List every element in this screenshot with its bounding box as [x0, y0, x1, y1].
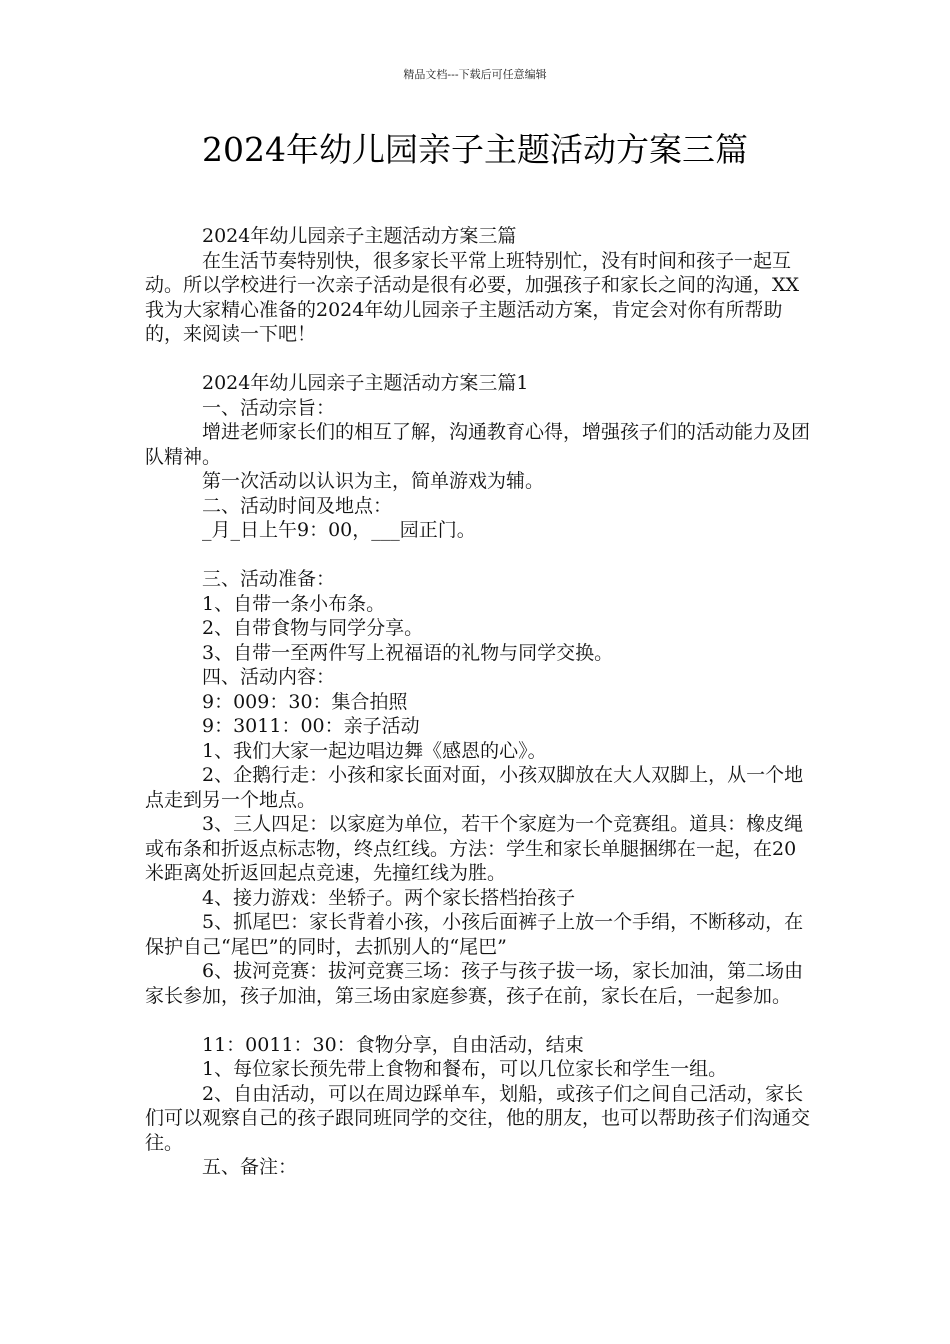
- paragraph: 增进老师家长们的相互了解，沟通教育心得，增强孩子们的活动能力及团队精神。: [145, 421, 811, 468]
- paragraph: 2024年幼儿园亲子主题活动方案三篇1: [202, 372, 529, 394]
- section-heading: 一、活动宗旨：: [202, 396, 336, 419]
- paragraph: _月_日上午9：00，___园正门。: [202, 519, 476, 541]
- list-item: 1、我们大家一起边唱边舞《感恩的心》。: [202, 739, 547, 762]
- document-title: 2024年幼儿园亲子主题活动方案三篇: [202, 130, 748, 169]
- schedule-item: 11：0011：30：食物分享，自由活动，结束: [202, 1033, 584, 1056]
- schedule-item: 9：3011：00：亲子活动: [202, 715, 420, 737]
- header-note: 精品文档---下载后可任意编辑: [403, 68, 547, 81]
- section-heading: 三、活动准备：: [202, 568, 336, 590]
- paragraph: 第一次活动以认识为主，简单游戏为辅。: [202, 470, 545, 492]
- list-item: 3、三人四足：以家庭为单位，若干个家庭为一个竞赛组。道具：橡皮绳或布条和折返点标志物，终点红线。方法：学生和家长单腿捆绑在一起，在20米距离处折返回起点竞速，先撞红线为胜。: [145, 813, 804, 884]
- section-heading: 五、备注：: [202, 1156, 298, 1178]
- list-item: 3、自带一至两件写上祝福语的礼物与同学交换。: [202, 641, 614, 664]
- paragraph: 2024年幼儿园亲子主题活动方案三篇: [202, 225, 517, 247]
- document-body: [145, 224, 810, 1180]
- list-item: 2、企鹅行走：小孩和家长面对面，小孩双脚放在大人双脚上，从一个地点走到另一个地点。: [145, 764, 804, 811]
- list-item: 2、自带食物与同学分享。: [202, 617, 424, 639]
- list-item: 1、每位家长预先带上食物和餐布，可以几位家长和学生一组。: [202, 1058, 728, 1080]
- list-item: 5、抓尾巴：家长背着小孩，小孩后面裤子上放一个手绢，不断移动，在保护自己“尾巴”的同时，去抓别人的“尾巴”: [145, 911, 804, 958]
- list-item: 4、接力游戏：坐轿子。两个家长搭档抬孩子: [202, 886, 576, 909]
- paragraph: 在生活节奏特别快，很多家长平常上班特别忙，没有时间和孩子一起互动。所以学校进行一次亲子活动是很有必要，加强孩子和家长之间的沟通，XX我为大家精心准备的2024年幼儿园亲子主题活动方案，肯定会对你有所帮助的，来阅读一下吧！: [145, 249, 800, 345]
- section-heading: 二、活动时间及地点：: [202, 494, 393, 517]
- list-item: 2、自由活动，可以在周边踩单车，划船，或孩子们之间自己活动，家长们可以观察自己的孩子跟同班同学的交往，他的朋友，也可以帮助孩子们沟通交往。: [145, 1082, 811, 1154]
- schedule-item: 9：009：30：集合拍照: [202, 690, 408, 713]
- list-item: 1、自带一条小布条。: [202, 592, 386, 615]
- section-heading: 四、活动内容：: [202, 666, 336, 688]
- list-item: 6、拔河竞赛：拔河竞赛三场：孩子与孩子拔一场，家长加油，第二场由家长参加，孩子加油，第三场由家庭参赛，孩子在前，家长在后，一起参加。: [145, 960, 804, 1007]
